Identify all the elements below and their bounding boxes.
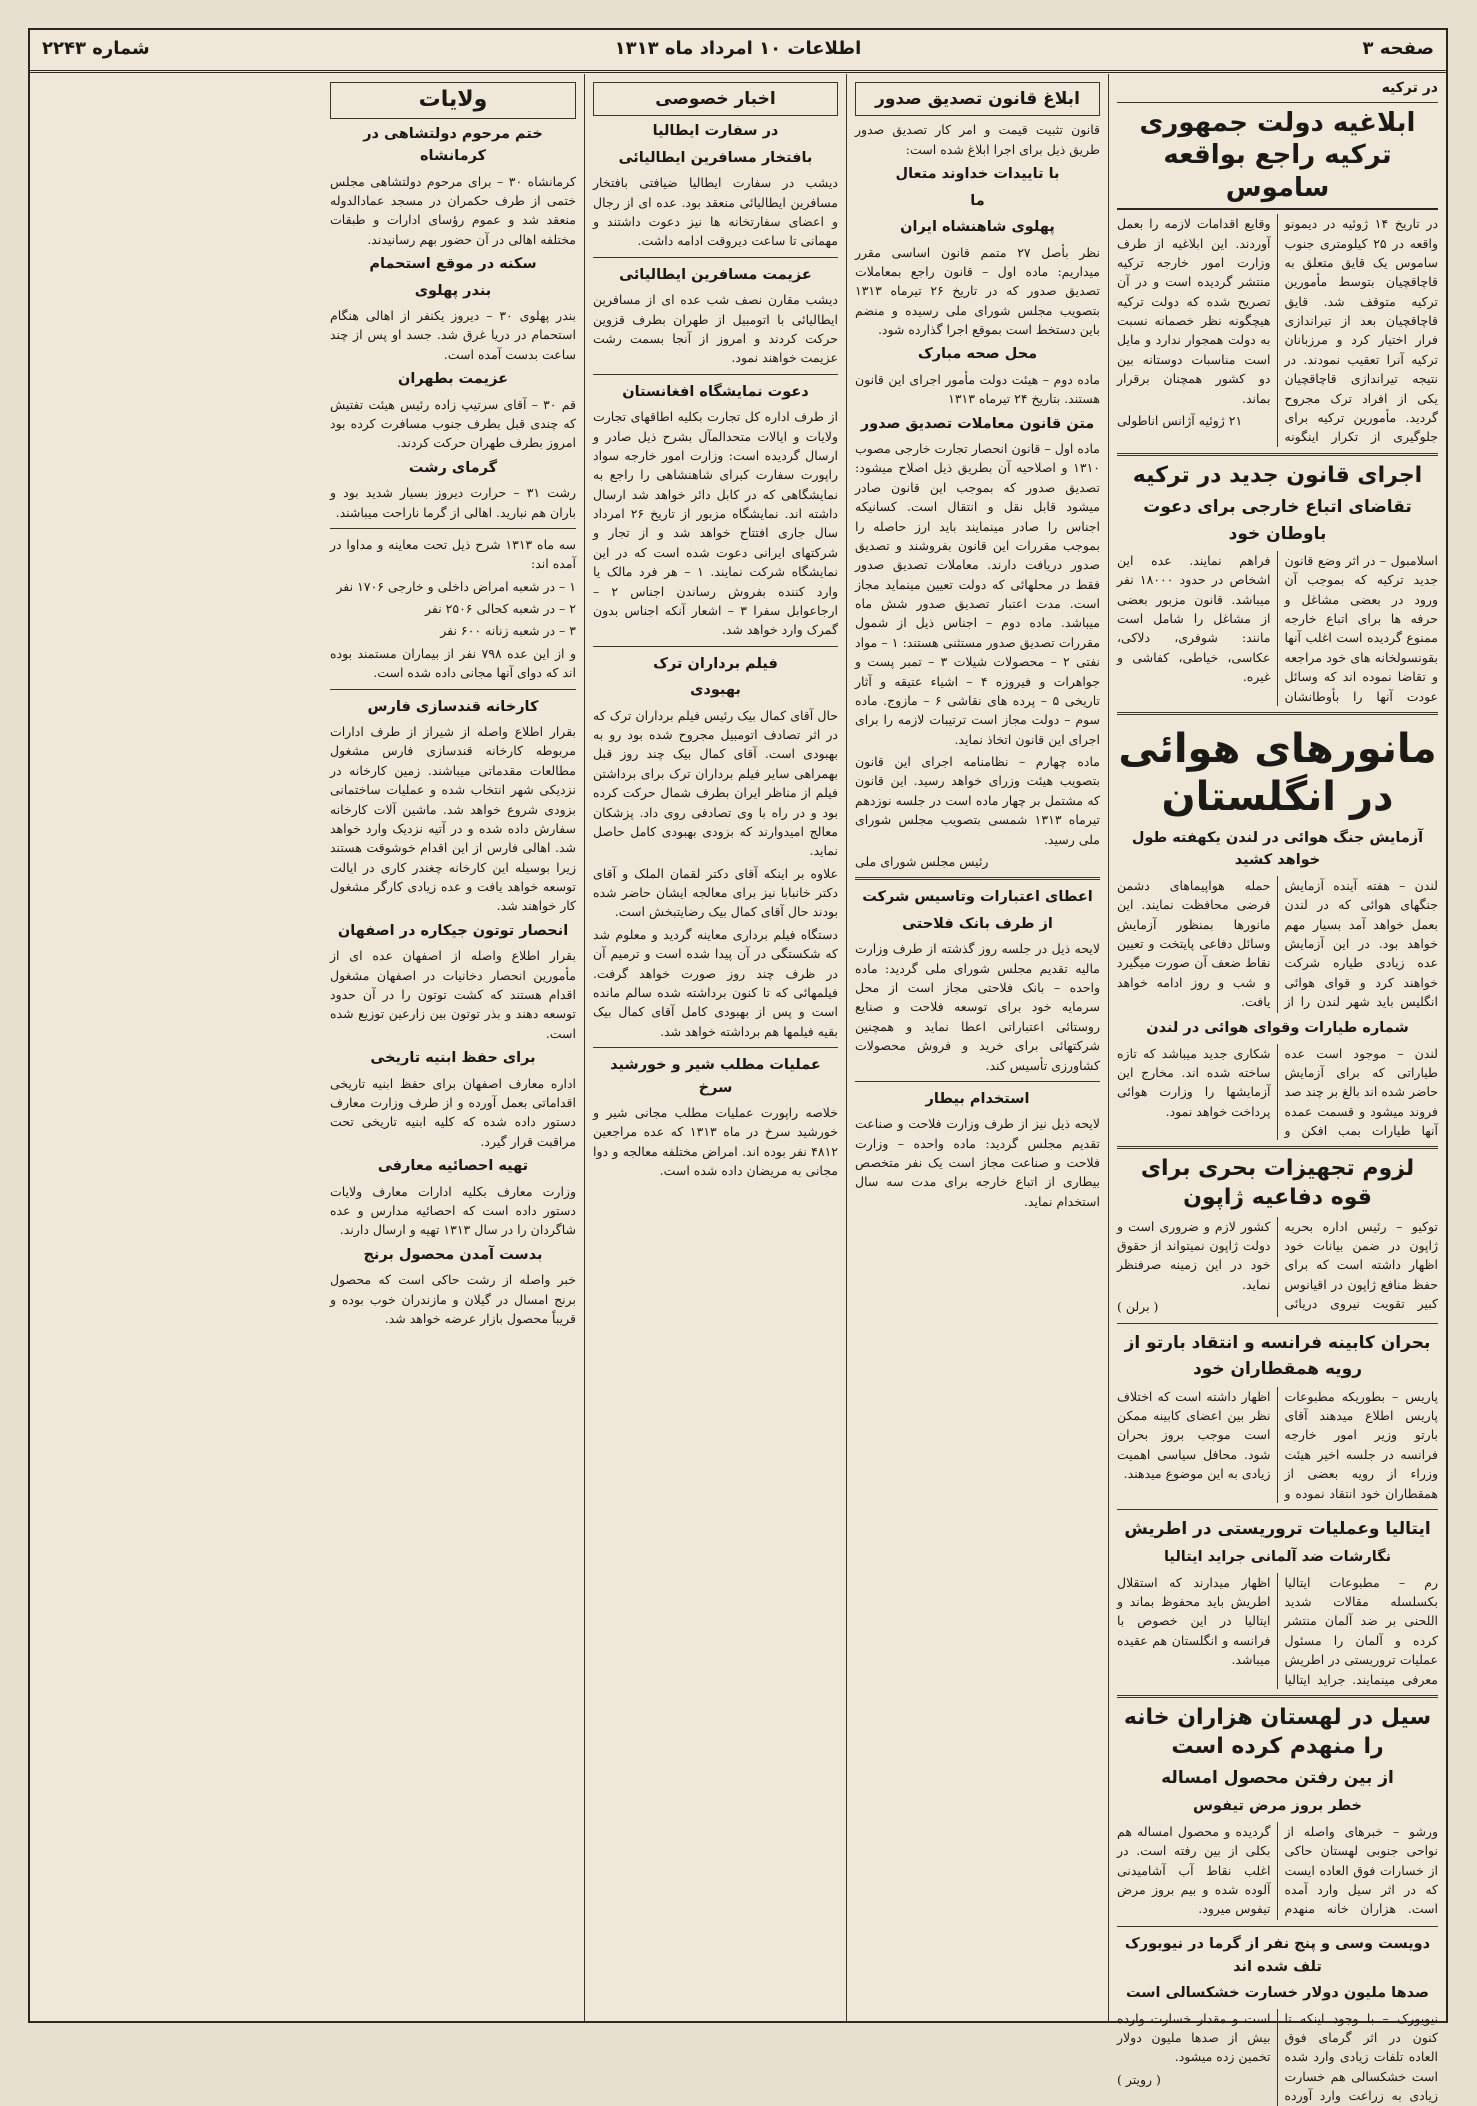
headline-veterinarian: استخدام بیطار	[925, 1090, 1030, 1107]
article-body: دستگاه فیلم برداری معاینه گردید و معلوم شد که شکستگی در آن پیدا شده است و ترمیم آن در ظرف چند روز صورت خواهد گرفت. فیلمهائی که تا کنون برداشته شده سالم مانده است و پس از بهبودی کامل آقای کمال بیک بقیه فیلمها هم برداشته خواهد شد.	[593, 926, 838, 1039]
subhead-sugar-factory: کارخانه قندسازی فارس	[367, 698, 539, 715]
article-air-manoeuvres	[1117, 876, 1438, 1013]
headline-credit: اعطای اعتبارات وتاسیس شرکت	[862, 889, 1093, 906]
subhead-italy-austria: نگارشات ضد آلمانی جراید ایتالیا	[1163, 1549, 1392, 1566]
article-body: بقرار اطلاع واصله از اصفهان عده ای از مأمورین انحصار دخانیات در اصفهان مشغول اقدام هستند که کشت توتون را در آن حدود توسعه دهند و بذر توتون بین زارعین توزیع شده است.	[330, 948, 576, 1041]
article-body: علاوه بر اینکه آقای دکتر لقمان الملک و آقای دکتر خانبابا نیز برای معالجه ایشان حاضر شده بودند حال آقای کمال بیک رضایتبخش است.	[593, 865, 838, 920]
columns	[30, 74, 1446, 2104]
page-number: صفحه ۳	[1362, 38, 1434, 59]
article-source: ( رویتر )	[1117, 2071, 1161, 2087]
masthead: اطلاعات ۱۰ امرداد ماه ۱۳۱۳	[614, 38, 862, 59]
subhead-afghan-exhibition: دعوت نمایشگاه افغانستان	[622, 383, 809, 400]
subhead-tobacco: انحصار توتون جیکاره در اصفهان	[337, 922, 569, 939]
subhead-italian-embassy: در سفارت ایطالیا	[652, 123, 779, 140]
article-body: لندن – هفته آینده آزمایش جنگهای هوائی که در لندن بعمل خواهد آمد بسیار مهم خواهد بود. در این آزمایش عده زیادی طیاره شرکت خواهند کرد و قوای هوائی انگلیس باید شهر لندن را از حمله هواپیماهای دشمن فرضی محافظت نمایند. این مانورها بمنظور آزمایش وسائل دفاعی پایتخت و تعیین نقاط ضعف آن صورت میگیرد و شب و روز ادامه خواهد یافت.	[1117, 877, 1438, 1010]
subhead-departure: عزیمت مسافرین ایطالیائی	[619, 266, 812, 283]
subhead-monuments: برای حفظ ابنیه تاریخی	[370, 1050, 536, 1067]
list-item: ۲ – در شعبه کحالی ۲۵۰۶ نفر	[424, 601, 576, 617]
section-kicker: در ترکیه	[1117, 78, 1438, 103]
article-source: ۲۱ ژوئیه آژانس اناطولی	[1117, 412, 1243, 428]
headline-french-cabinet: بحران کابینه فرانسه و انتقاد بارتو از رویه همقطاران خود	[1124, 1332, 1431, 1380]
article-body: کرمانشاه ۳۰ – برای مرحوم دولتشاهی مجلس ختمی از طرف حکمران در مسجد عمادالدوله منعقد شد و عموم رؤسای ادارات و طبقات مختلفه اهالی در آن حضور بهم رسانیدند.	[330, 173, 576, 247]
subhead-turkish-filmmakers: فیلم برداران ترک	[653, 655, 778, 672]
article-body: لایحه ذیل نیز از طرف وزارت فلاحت و صناعت تقدیم مجلس گردید: ماده واحده – وزارت فلاحت و صناعت مجاز است یک نفر متخصص بیطاری از اتباع خارجه برای مدت سه سال استخدام نماید.	[855, 1116, 1100, 1209]
subhead-air-manoeuvres: آزمایش جنگ هوائی در لندن یکهفته طول خواهد کشید	[1131, 829, 1424, 869]
royal-title: پهلوی شاهنشاه ایران	[900, 219, 1055, 236]
article-aircraft-count	[1117, 1044, 1438, 1141]
article-body: لایحه ذیل در جلسه روز گذشته از طرف وزارت مالیه تقدیم مجلس شورای ملی گردید: ماده واحده – بانک فلاحتی مجاز است از محل سرمایه خود برای توسعه فلاحت و صنایع روستائی اعتباراتی اعطا نماید و همچنین شرکتهائی برای خرید و فروش محصولات کشاورزی تأسیس کند.	[855, 941, 1100, 1073]
law-text-title: متن قانون معاملات تصدیق صدور	[860, 415, 1095, 432]
signature: رئیس مجلس شورای ملی	[855, 853, 989, 869]
article-body: وزارت معارف بکلیه ادارات معارف ولایات دستور داده است که احصائیه مدارس و عده شاگردان را در سال ۱۳۱۳ تهیه و ارسال دارند.	[330, 1183, 576, 1238]
article-body: خلاصه راپورت عملیات مطلب مجانی شیر و خورشید سرخ در ماه ۱۳۱۳ که عده مراجعین ۴۸۱۲ نفر بوده اند. امراض مختلفه معالجه و دوا مجانی به مریضان داده شده است.	[593, 1104, 838, 1179]
issue-number: شماره ۲۲۴۳	[42, 38, 150, 59]
article-source: ( برلن )	[1117, 1299, 1159, 1315]
list-end: و از این عده ۷۹۸ نفر از بیماران مستمند بوده اند که دوای آنها مجانی داده شده است.	[330, 645, 576, 681]
article-body: پاریس – بطوریکه مطبوعات پاریس اطلاع میدهند آقای بارتو وزیر امور خارجه فرانسه در جلسه اخیر هیئت وزراء از رویه بعضی از همقطاران خود انتقاد نموده و اظهار داشته است که اختلاف نظر بین اعضای کابینه ممکن است موجب بروز بحران شود. محافل سیاسی اهمیت زیادی به این موضوع میدهند.	[1117, 1388, 1438, 1501]
subhead-aircraft-count: شماره طیارات وقوای هوائی در لندن	[1146, 1020, 1409, 1037]
article-body: رم – مطبوعات ایتالیا بکسلسله مقالات شدید اللحنی بر ضد آلمان منتشر کرده و آلمان را مسئول عملیات تروریستی در اطریش معرفی مینمایند. جراید ایتالیا اظهار میدارند که استقلال اطریش باید محفوظ بماند و ایتالیا در این خصوص با فرانسه و انگلستان هم عقیده میباشد.	[1117, 1574, 1438, 1687]
headline-new-law: اجرای قانون جدید در ترکیه	[1132, 462, 1423, 488]
headline-samos: ابلاغیه دولت جمهوری ترکیه راجع بواقعه ساموس	[1117, 107, 1438, 211]
subhead-kermanshah: ختم مرحوم دولتشاهی در کرمانشاه	[363, 125, 543, 165]
subhead-typhus: خطر بروز مرض تیفوس	[1193, 1798, 1362, 1815]
headline-japan-navy: لزوم تجهیزات بحری برای قوه دفاعیه ژاپون	[1140, 1156, 1415, 1210]
list-item: ۱ – در شعبه امراض داخلی و خارجی ۱۷۰۶ نفر	[336, 578, 576, 594]
article-body: در تاریخ ۱۴ ژوئیه در دیمونو واقعه در ۲۵ کیلومتری جنوب ساموس یک قایق متعلق به قاچاقچیان بتوسط مأمورین ترکیه متوقف شد. قایق قاچاقچیان بعد از تیراندازی فرار اختیار کرد و مرزبانان ترکیه آنرا تعقیب نمودند. در نتیجه تیراندازی قاچاقچیان یکی از افراد ترک مجروح گردید. مأمورین ترکیه برای جلوگیری از تکرار اینگونه وقایع اقدامات لازمه را بعمل آوردند. این ابلاغیه از طرف وزارت امور خارجه ترکیه منتشر گردیده است و در آن تصریح شده که دولت ترکیه هیچگونه نظر خصمانه نسبت به دولت همجوار ندارد و مایل است مناسبات دوستانه بین دو کشور همچنان برقرار بماند.	[1117, 216, 1439, 445]
article-body: نظر بأصل ۲۷ متمم قانون اساسی مقرر میداریم: ماده اول – قانون راجع بمعاملات تصدیق صدور که در تاریخ ۲۶ تیرماه ۱۳۱۳ بتصویب مجلس شورای ملی رسیده و منضم باین دستخط است بموقع اجرا گذارده شود.	[855, 244, 1101, 337]
article-newyork-heat	[1117, 2009, 1438, 2106]
article-french-cabinet	[1117, 1387, 1438, 1503]
article-body: لندن – موجود است عده طیاراتی که برای آزمایش حاضر شده اند بالغ بر چند صد فروند میشود و قسمت عمده آنها طیارات بمب افکن و شکاری جدید میباشد که تازه ساخته شده اند. مخارج این آزمایشها را وزارت هوائی پرداخت خواهد نمود.	[1117, 1045, 1438, 1138]
subhead-bandar-pahlavi: بندر پهلوی	[414, 282, 492, 299]
list-intro: سه ماه ۱۳۱۳ شرح ذیل تحت معاینه و مداوا در آمده اند:	[330, 536, 576, 572]
headline-italy-austria: ایتالیا وعملیات تروریستی در اطریش	[1124, 1518, 1431, 1539]
article-body: حال آقای کمال بیک رئیس فیلم برداران ترک که در اثر تصادف اتومبیل مجروح شده بود رو به بهبودی است. آقای کمال بیک چند روز قبل بهمراهی سایر فیلم برداران ترک برای برداشتن فیلم از مناظر ایران بطرف شمال حرکت کرده بود و در راه با وی تصادفی روی داد. پزشکان معالج امیدوارند که بزودی بهبودی کامل حاصل نماید.	[593, 707, 838, 859]
subhead-tehran-departure: عزیمت بطهران	[398, 371, 508, 388]
article-body: بندر پهلوی ۳۰ – دیروز یکنفر از اهالی هنگام استحمام در دریا غرق شد. جسد او پس از چند ساعت بدست آمده است.	[330, 307, 577, 362]
article-body: ماده چهارم – نظامنامه اجرای این قانون بتصویب هیئت وزرای خواهد رسید. این قانون که مشتمل بر چهار ماده است در جلسه نوزدهم تیرماه ۱۳۱۳ شمسی بتصویب مجلس شورای ملی رسید.	[855, 754, 1100, 847]
royal-we: ما	[970, 192, 985, 209]
subhead-rice: بدست آمدن محصول برنج	[363, 1246, 543, 1263]
subhead-red-lion-sun: عملیات مطلب شیر و خورشید سرخ	[610, 1057, 821, 1096]
article-poland-flood	[1117, 1822, 1438, 1920]
article-body: دیشب در سفارت ایطالیا ضیافتی بافتخار مسافرین ایطالیائی منعقد بود. عده ای از رجال و اعضای سفارتخانه ها نیز دعوت داشتند و مهمانی تا ساعت دیروقت ادامه داشت.	[593, 175, 838, 249]
column-private-news	[584, 74, 846, 2021]
column-law	[846, 74, 1108, 2021]
article-italy-austria	[1117, 1573, 1438, 1689]
headline-air-manoeuvres: مانورهای هوائی در انگلستان	[1118, 725, 1437, 820]
article-samos	[1117, 214, 1438, 447]
article-body: خبر واصله از رشت حاکی است که محصول برنج امسال در گیلان و مازندران خوب بوده و قریباً محصول بازار عرضه خواهد شد.	[330, 1272, 576, 1326]
article-body: ورشو – خبرهای واصله از نواحی جنوبی لهستان حاکی از خسارات فوق العاده ایست که در اثر سیل وارد آمده است. هزاران خانه منهدم گردیده و محصول امساله هم بکلی از بین رفته است. در اغلب نقاط آب آشامیدنی آلوده شده و بیم بروز مرض تیفوس میرود.	[1117, 1823, 1438, 1917]
subhead-italian-travellers: بافتخار مسافرین ایطالیائی	[618, 149, 813, 166]
article-body: رشت ۳۱ – حرارت دیروز بسیار شدید بود و باران هم نبارید. اهالی از گرما ناراحت میباشند.	[330, 485, 577, 520]
subhead-credit: از طرف بانک فلاحتی	[902, 915, 1053, 932]
column-provinces	[322, 74, 584, 2021]
subhead-drowning: سکنه در موقع استحمام	[369, 256, 537, 273]
article-body: بقرار اطلاع واصله از شیراز از طرف ادارات مربوطه کارخانه قندسازی فارس مشغول مطالعات مقدماتی میباشند. زمین کارخانه در نزدیکی شهر انتخاب شده و عملیات ساختمانی بزودی شروع خواهد شد. ماشین آلات کارخانه سفارش داده شده و در آتیه نزدیک وارد خواهد شد. اهالی فارس از این اقدام خوشوقت هستند زیرا بوسیله این کارخانه چغندر کاری در ایالت توسعه خواهد یافت و عده زیادی کارگر مشغول کار خواهند شد.	[330, 724, 576, 914]
article-body: اداره معارف اصفهان برای حفظ ابنیه تاریخی اقداماتی بعمل آورده و از طرف وزارت معارف دستور داده شده که کلیه ابنیه تاریخی تحت مراقبت قرار گیرد.	[330, 1075, 576, 1149]
article-body: ماده اول – قانون انحصار تجارت خارجی مصوب ۱۳۱۰ و اصلاحیه آن بطریق ذیل اصلاح میشود: تصدیق صدور که بموجب این قانون صادر میشود قابل نقل و انتقال است. کسانیکه اجناس را صادر مینمایند باید ارز حاصله را بموجب مقررات این قانون بفروشند و تصدیق صدور دریافت دارند. معاملات تصدیق صدور فقط در محلهائی که دولت تعیین مینماید مجاز است. مدت اعتبار تصدیق صدور شش ماه میباشد. ماده دوم – اجناس ذیل از شمول مقررات تصدیق صدور مستثنی هستند: ۱ – مواد نفتی ۲ – محصولات شیلات ۳ – تمبر پست و جواهرات و فیروزه ۴ – اشیاء عتیقه و آثار تاریخی ۵ – پرده های نقاشی ۶ – مازوج. ماده سوم – دولت مجاز است ترتیبات لازمه را برای اجرای این قانون اتخاذ نماید.	[855, 441, 1101, 747]
list-item: ۳ – در شعبه زنانه ۶۰۰ نفر	[440, 623, 576, 639]
article-body: قم ۳۰ – آقای سرتیپ زاده رئیس هیئت تفتیش که چندی قبل بطرف جنوب مسافرت کرده بود امروز بطرف طهران حرکت کردند.	[330, 396, 576, 451]
subhead-statistics: تهیه احصائیه معارفی	[377, 1158, 529, 1175]
page-header	[30, 30, 1446, 73]
subhead-poland-flood: از بین رفتن محصول امساله	[1161, 1768, 1394, 1789]
article-body: نیویورک – با وجود اینکه تا کنون در اثر گرمای فوق العاده تلفات زیادی وارد شده است خشکسالی هم خسارت زیادی به زراعت وارد آورده است و مقدار خسارت وارده بیش از صدها ملیون دولار تخمین زده میشود.	[1117, 2010, 1438, 2104]
subhead-new-law: تقاضای اتباع خارجی برای دعوت باوطان خود	[1143, 497, 1412, 544]
headline-provinces: ولایات	[330, 82, 576, 119]
article-intro: قانون تثبیت قیمت و امر کار تصدیق صدور طریق ذیل برای اجرا ابلاغ شده است:	[855, 122, 1100, 157]
headline-poland-flood: سیل در لهستان هزاران خانه را منهدم کرده است	[1123, 1704, 1432, 1759]
article-body: از طرف اداره کل تجارت بکلیه اطاقهای تجارت ولایات و ایالات متحدالمآل بشرح ذیل صادر و ارسال گردیده است: وزارت امور خارجه سواد راپورت سفارت کبرای شاهنشاهی را راجع به نمایشگاهی که در کابل دائر خواهد شد ارسال داشته اند. نمایشگاه مزبور از تاریخ ۲۶ امرداد سال جاری افتتاح خواهد شد و از تجار و شرکتهای ایرانی دعوت شده است که در این نمایشگاه شرکت نمایند. ۱ – هر فرد مالک یا وارد کننده بفروش رساندن اجناس ۲ – ارجاعوابل سفرا ۳ – اشعار آنکه اجناس بدون گمرک وارد خواهد شد.	[593, 409, 838, 638]
article-body: توکیو – رئیس اداره بحریه ژاپون در ضمن بیانات خود اظهار داشته است که برای حفظ منافع ژاپون در اقیانوس کبیر تقویت نیروی دریائی کشور لازم و ضروری است و دولت ژاپون نمیتواند از حقوق خود در این زمینه صرفنظر نماید.	[1117, 1218, 1438, 1312]
headline-private-news: اخبار خصوصی	[593, 82, 838, 116]
subhead-recovery: بهبودی	[690, 682, 741, 699]
newspaper-page	[28, 28, 1448, 2104]
column-turkey	[1108, 74, 1446, 2104]
article-body: ماده دوم – هیئت دولت مأمور اجرای این قانون هستند. بتاریخ ۲۴ تیرماه ۱۳۱۳	[855, 371, 1100, 407]
headline-newyork-heat: دویست وسی و پنج نفر از گرما در نیویورک تلف شده اند	[1124, 1936, 1431, 1975]
article-new-law	[1117, 551, 1438, 706]
subhead-drought: صدها ملیون دولار خسارت خشکسالی است	[1125, 1985, 1430, 2002]
royal-seal-place: محل صحه مبارک	[917, 346, 1038, 363]
article-body: دیشب مقارن نصف شب عده ای از مسافرین ایطالیائی با اتومبیل از طهران بطرف قزوین حرکت کردند و امروز از آنجا بسمت رشت عزیمت خواهند نمود.	[593, 292, 838, 366]
subhead-rasht-heat: گرمای رشت	[408, 459, 498, 476]
article-japan-navy	[1117, 1217, 1438, 1317]
divine-formula: با تاییدات خداوند متعال	[895, 166, 1060, 183]
headline-law: ابلاغ قانون تصدیق صدور	[855, 82, 1100, 116]
article-body: اسلامبول – در اثر وضع قانون جدید ترکیه که بموجب آن ورود در بعضی مشاغل و حرفه ها برای اتباع خارجه ممنوع گردیده است اغلب آنها بقونسولخانه های خود مراجعه و تقاضا نموده اند که وسائل عودت آنها را بأوطانشان فراهم نمایند. عده این اشخاص در حدود ۱۸۰۰۰ نفر میباشد. قانون مزبور بعضی از مشاغل را شامل است مانند: شوفری، دلاکی، عکاسی، خیاطی، کفاشی و غیره.	[1117, 552, 1438, 704]
